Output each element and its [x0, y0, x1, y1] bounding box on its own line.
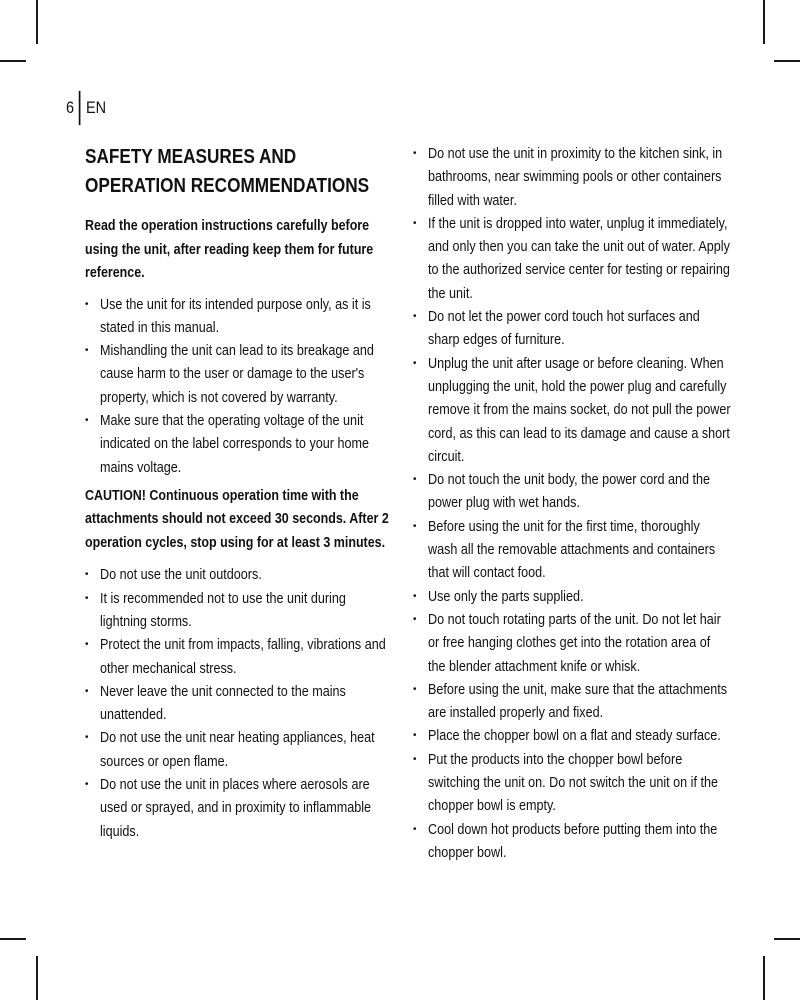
intro-paragraph: Read the operation instructions carefully before using the unit, after reading keep them for future reference.: [85, 218, 374, 281]
list-item: [413, 678, 731, 725]
bullet-icon: •: [85, 569, 89, 581]
bullet-icon: •: [413, 613, 417, 625]
list-item-text: Cool down hot products before putting them into the chopper bowl.: [428, 820, 718, 861]
bullet-icon: •: [413, 520, 417, 532]
list-item-text: Use only the parts supplied.: [428, 587, 584, 605]
bullet-icon: •: [413, 753, 417, 765]
bullet-icon: •: [85, 732, 89, 744]
left-column: [85, 143, 390, 846]
bullet-icon: •: [85, 414, 89, 426]
list-item: [413, 724, 731, 747]
list-item: [413, 585, 731, 608]
crop-mark-bottom-left-vertical: [36, 956, 38, 1000]
bullet-icon: •: [413, 357, 417, 369]
list-item: [413, 468, 731, 515]
list-item-text: Do not use the unit in places where aerosols are used or sprayed, and in proximity to inflammable liquids.: [100, 776, 372, 840]
list-item-text: Do not use the unit in proximity to the kitchen sink, in bathrooms, near swimming pools or other containers filled with water.: [428, 145, 723, 209]
crop-mark-top-left-vertical: [36, 0, 38, 44]
bullet-icon: •: [413, 474, 417, 486]
bullet-icon: •: [413, 590, 417, 602]
list-item-text: Before using the unit, make sure that the attachments are installed properly and fixed.: [428, 680, 728, 722]
list-item: [413, 352, 731, 468]
list-item: [85, 633, 390, 680]
crop-mark-top-right-vertical: [763, 0, 765, 44]
list-item-text: Do not let the power cord touch hot surfaces and sharp edges of furniture.: [428, 308, 700, 349]
list-item: [413, 818, 731, 865]
crop-mark-bottom-right-horizontal: [774, 938, 800, 940]
safety-list-1: [85, 293, 390, 479]
list-item-text: Mishandling the unit can lead to its breakage and cause harm to the user or damage to the user's property, which is not covered by warranty.: [100, 342, 374, 406]
page-number: 6: [66, 98, 75, 117]
page-header: [66, 91, 106, 125]
bullet-icon: •: [413, 823, 417, 835]
language-code: EN: [85, 98, 107, 117]
crop-mark-bottom-right-vertical: [763, 956, 765, 1000]
safety-list-2: [85, 563, 390, 843]
list-item: [413, 142, 731, 212]
crop-mark-bottom-left-horizontal: [0, 938, 26, 940]
crop-mark-top-left-horizontal: [0, 60, 26, 62]
list-item-text: Do not use the unit outdoors.: [100, 566, 262, 584]
list-item: [413, 608, 731, 678]
list-item-text: Put the products into the chopper bowl before switching the unit on. Do not switch the unit on if the chopper bowl is empty.: [428, 750, 718, 815]
bullet-icon: •: [413, 311, 417, 323]
bullet-icon: •: [85, 298, 89, 310]
bullet-icon: •: [85, 639, 89, 651]
bullet-icon: •: [413, 217, 417, 229]
bullet-icon: •: [85, 592, 89, 604]
list-item: [85, 293, 390, 340]
list-item-text: If the unit is dropped into water, unplug it immediately, and only then you can take the unit out of water. Apply to the authorized service center for testing or repairing the unit.: [428, 214, 730, 302]
list-item: [413, 748, 731, 818]
list-item: [85, 409, 390, 479]
list-item-text: Do not touch the unit body, the power cord and the power plug with wet hands.: [428, 471, 711, 512]
list-item: [413, 305, 731, 352]
bullet-icon: •: [85, 779, 89, 791]
list-item: [413, 212, 731, 305]
bullet-icon: •: [413, 683, 417, 695]
bullet-icon: •: [85, 685, 89, 697]
list-item: [85, 587, 390, 634]
list-item-text: Place the chopper bowl on a flat and steady surface.: [428, 727, 721, 745]
list-item-text: Do not touch rotating parts of the unit. Do not let hair or free hanging clothes get into the rotation area of the blender attachment knife or whisk.: [428, 610, 721, 675]
header-divider: [79, 91, 81, 125]
list-item: [85, 773, 390, 843]
list-item-text: Make sure that the operating voltage of the unit indicated on the label corresponds to your home mains voltage.: [100, 411, 369, 476]
list-item: [85, 563, 390, 586]
crop-mark-top-right-horizontal: [774, 60, 800, 62]
list-item: [85, 680, 390, 727]
bullet-icon: •: [413, 148, 417, 159]
caution-paragraph: CAUTION! Continuous operation time with the attachments should not exceed 30 seconds. After 2 operation cycles, stop using for at least 3 minutes.: [85, 487, 389, 551]
bullet-icon: •: [85, 345, 89, 357]
list-item-text: Do not use the unit near heating appliances, heat sources or open flame.: [100, 729, 375, 770]
section-title: SAFETY MEASURES AND OPERATION RECOMMENDATIONS: [85, 146, 370, 197]
list-item: [85, 726, 390, 773]
list-item-text: Unplug the unit after usage or before cleaning. When unplugging the unit, hold the power plug and carefully remove it from the mains socket, do not pull the power cord, as this can lead to its damage and cause a short circuit.: [428, 354, 731, 465]
list-item-text: Protect the unit from impacts, falling, vibrations and other mechanical stress.: [100, 636, 386, 677]
right-column: [413, 142, 731, 867]
list-item-text: Never leave the unit connected to the mains unattended.: [100, 682, 346, 724]
list-item: [85, 339, 390, 409]
list-item-text: Before using the unit for the first time, thoroughly wash all the removable attachments and containers that will contact food.: [428, 517, 716, 582]
safety-list-3: [413, 142, 731, 864]
list-item-text: It is recommended not to use the unit during lightning storms.: [100, 589, 346, 630]
list-item: [413, 515, 731, 585]
list-item-text: Use the unit for its intended purpose only, as it is stated in this manual.: [100, 295, 371, 336]
bullet-icon: •: [413, 730, 417, 742]
